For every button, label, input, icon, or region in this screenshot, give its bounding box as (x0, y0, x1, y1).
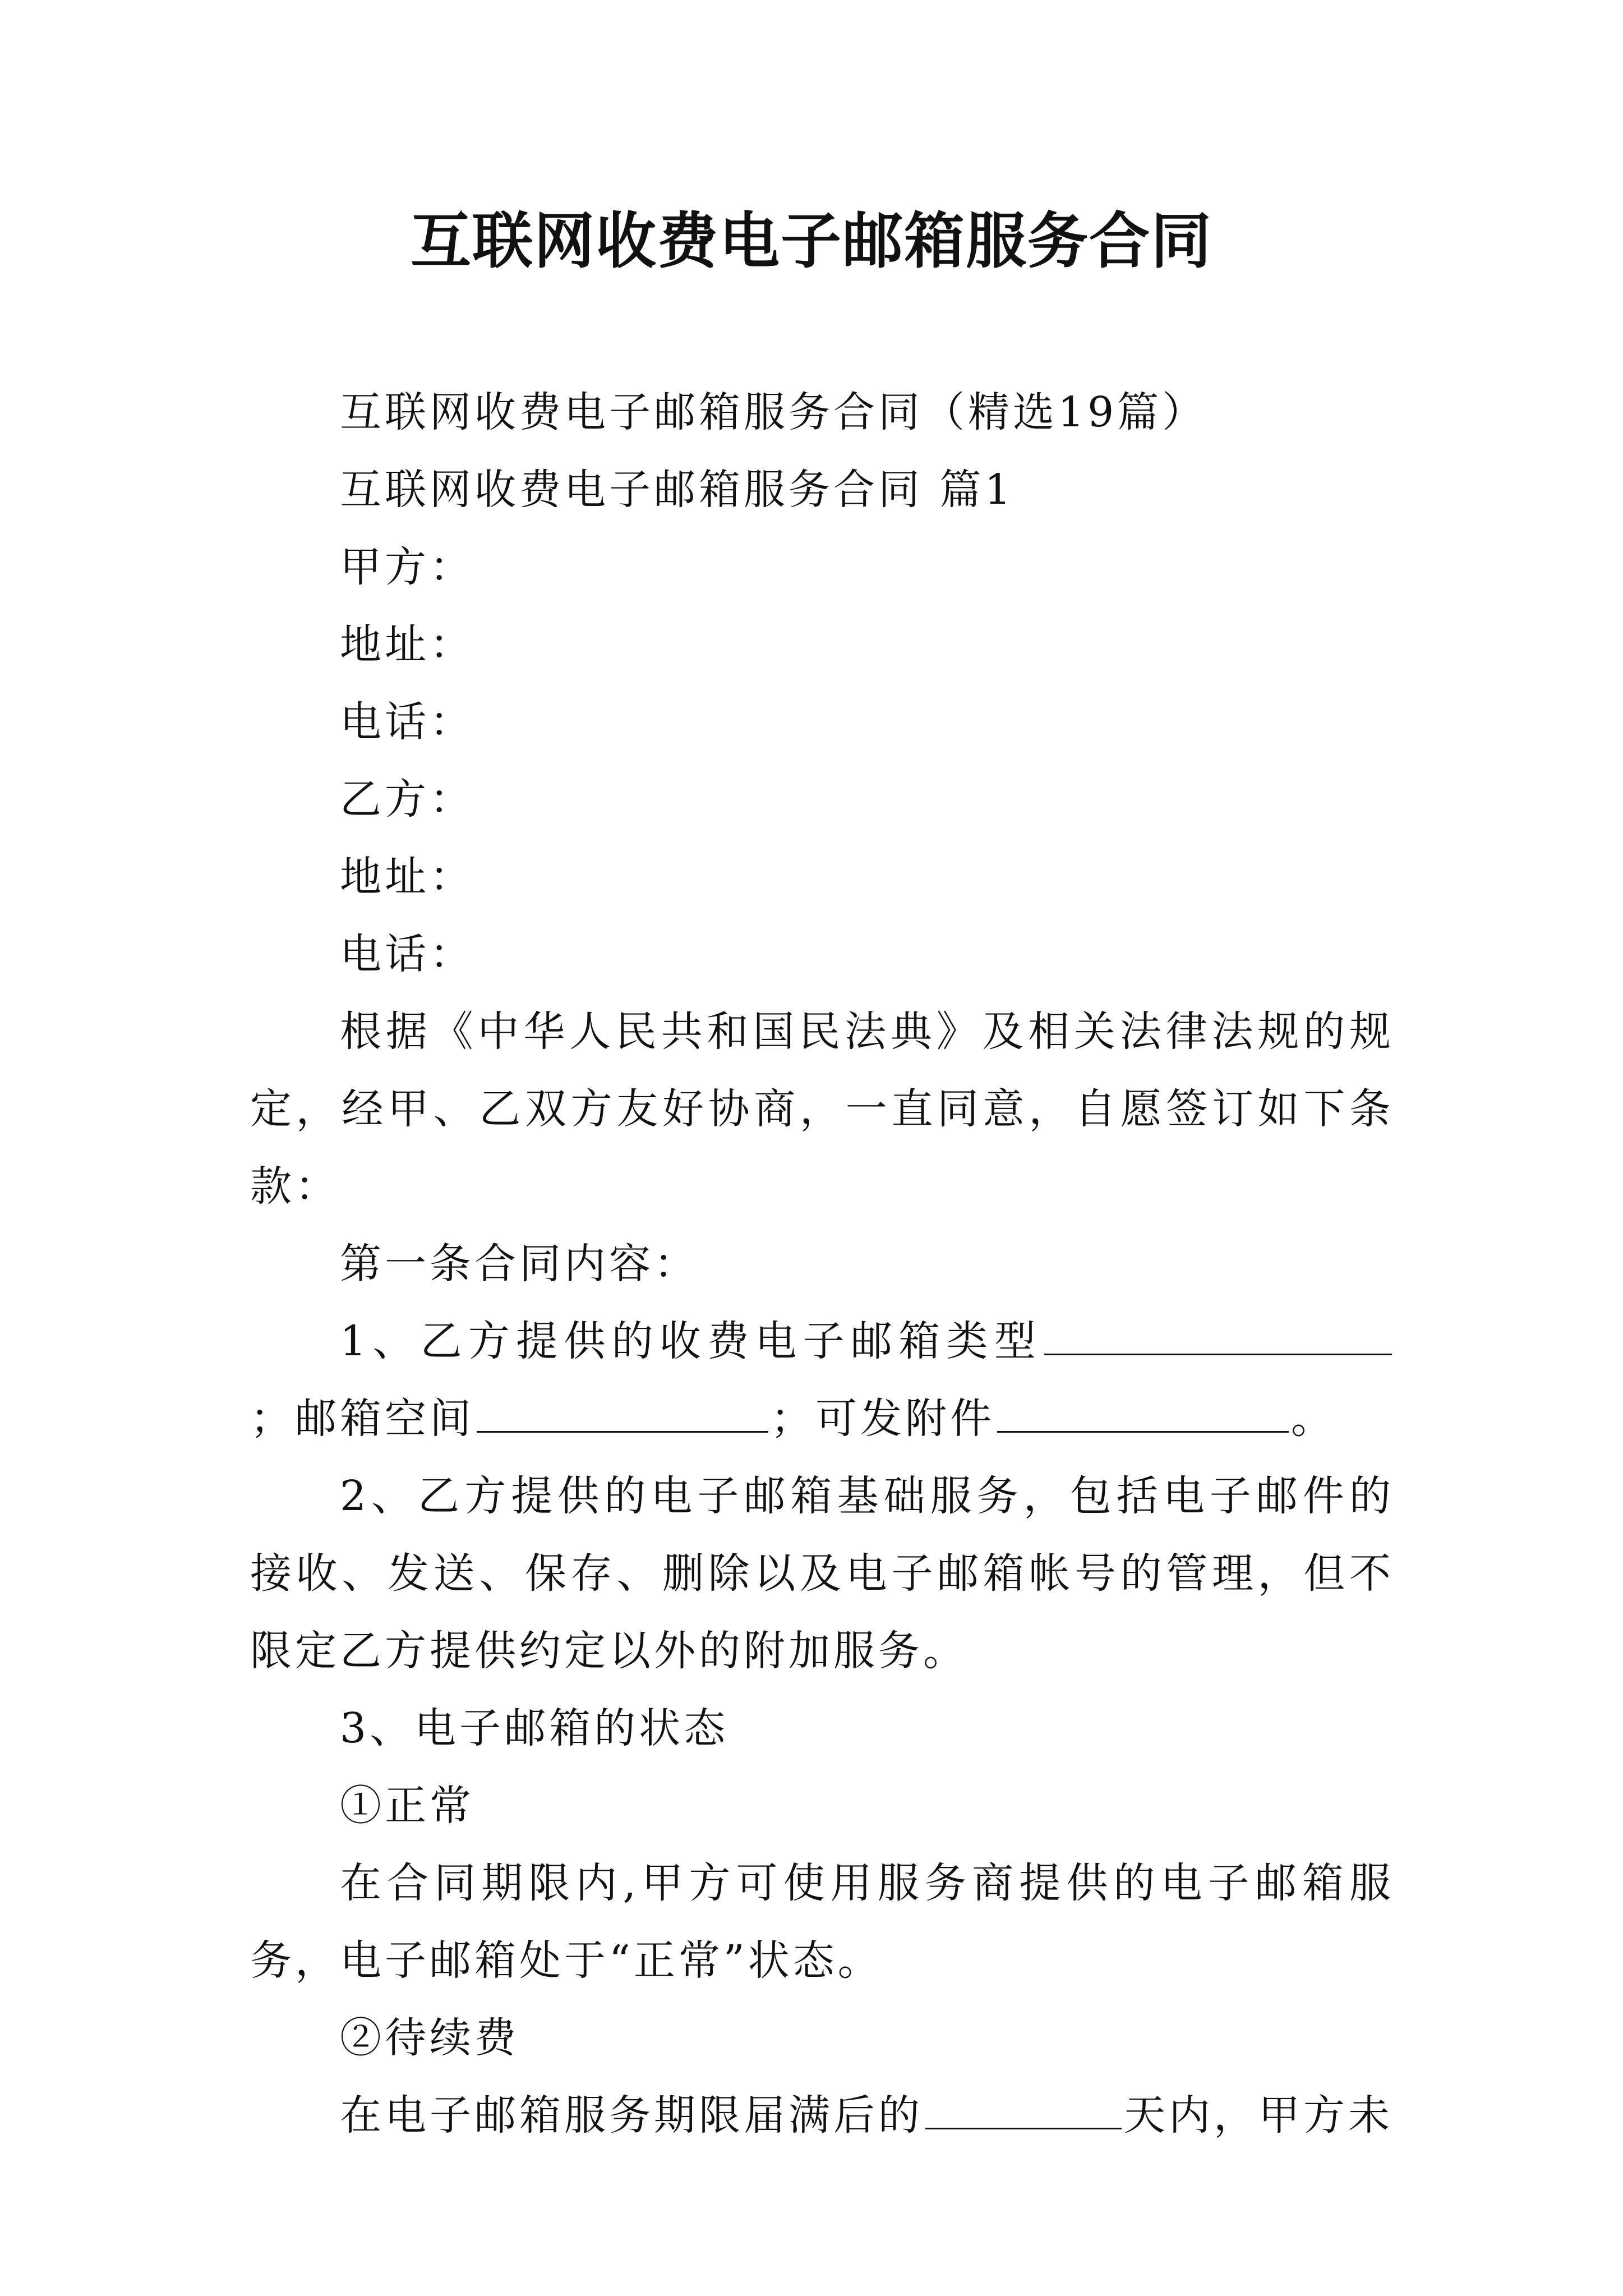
document-body (250, 374, 1394, 2154)
party-a-address-label: 地址： (340, 620, 474, 669)
party-b-phone-label: 电话： (340, 930, 474, 978)
status-normal-heading: ①正常 (340, 1782, 474, 1830)
party-b-label: 乙方： (340, 775, 474, 823)
article-one-heading: 第一条合同内容： (340, 1240, 699, 1288)
clause-1 (250, 1303, 1394, 1457)
clause-1-text-a: 1、乙方提供的收费电子邮箱类型 (340, 1317, 1042, 1365)
mailbox-space-blank (477, 1392, 768, 1433)
status-pending-text-b: 天内，甲方未 (1124, 2091, 1393, 2139)
clause-1-text-d: 。 (1291, 1395, 1336, 1443)
mailbox-type-blank (1044, 1314, 1392, 1355)
party-a-label: 甲方： (340, 543, 474, 591)
clause-1-text-b: ；邮箱空间 (250, 1395, 474, 1443)
paragraph-subtitle: 互联网收费电子邮箱服务合同（精选19篇） (340, 388, 1207, 436)
party-b-address-label: 地址： (340, 853, 474, 901)
paragraph-section-heading: 互联网收费电子邮箱服务合同 篇1 (340, 466, 1015, 514)
attachment-blank (997, 1392, 1289, 1433)
status-pending-heading: ②待续费 (340, 2014, 519, 2062)
status-normal-text: 在合同期限内,甲方可使用服务商提供的电子邮箱服务，电子邮箱处于“正常”状态。 (250, 1859, 1394, 1985)
days-blank (925, 2088, 1122, 2129)
clause-3: 3、电子邮箱的状态 (340, 1704, 729, 1752)
status-pending-text (250, 2077, 1394, 2154)
clause-1-text-c: ；可发附件 (771, 1395, 995, 1443)
status-pending-text-a: 在电子邮箱服务期限届满后的 (340, 2091, 923, 2139)
paragraph-preamble: 根据《中华人民共和国民法典》及相关法律法规的规定，经甲、乙双方友好协商，一直同意，自愿签订如下条款： (250, 1007, 1394, 1211)
clause-2: 2、乙方提供的电子邮箱基础服务，包括电子邮件的接收、发送、保存、删除以及电子邮箱帐号的管理，但不限定乙方提供约定以外的附加服务。 (250, 1472, 1394, 1675)
party-a-phone-label: 电话： (340, 698, 474, 746)
document-title: 互联网收费电子邮箱服务合同 (410, 206, 1212, 277)
